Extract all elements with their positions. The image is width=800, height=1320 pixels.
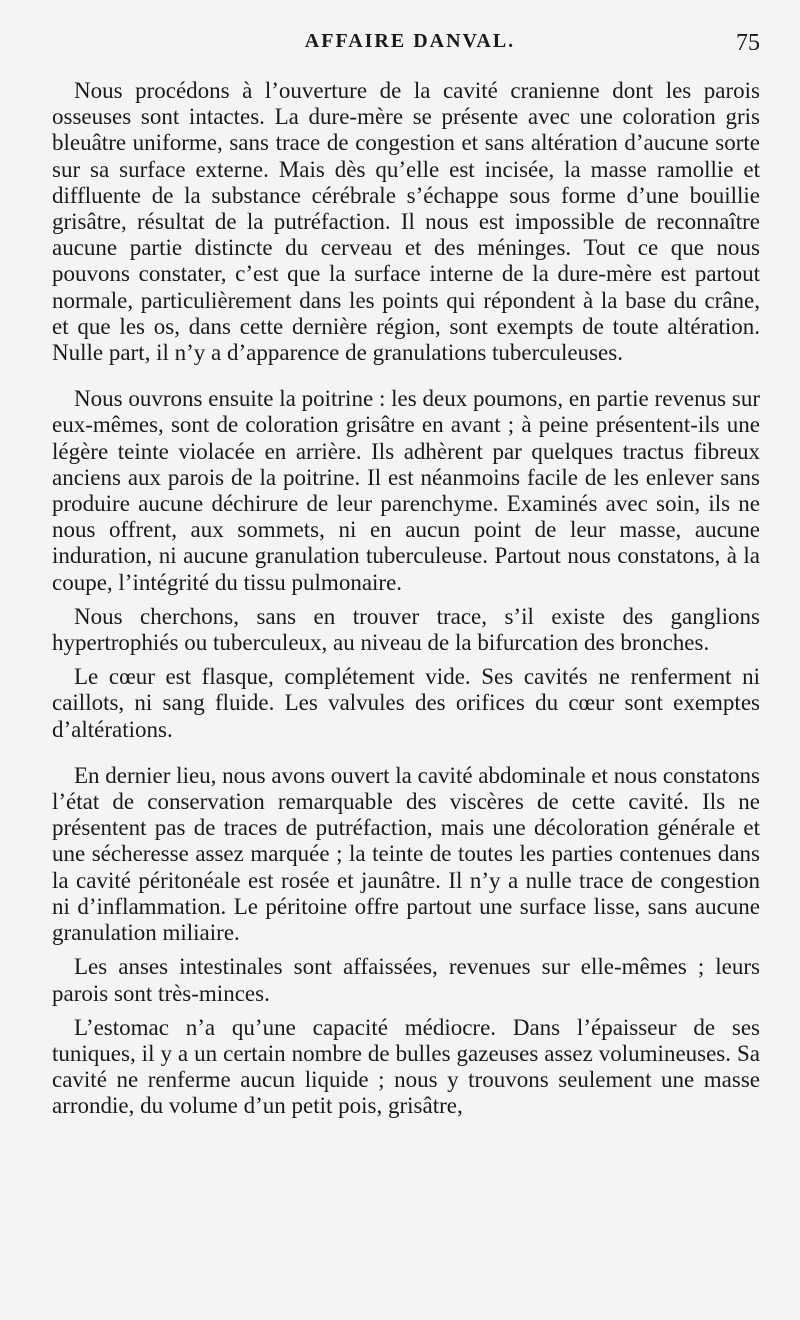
running-head: AFFAIRE DANVAL. [304, 30, 516, 52]
page-number: 75 [736, 30, 760, 56]
paragraph-thorax: Nous ouvrons ensuite la poitrine : les deux poumons, en partie revenus sur eux-mêmes, sont de coloration grisâtre en avant ; à peine présentent-ils une légère teinte violacée en arrière. Ils adhèrent par quelques tractus fibreux anciens aux parois de la poitrine. Il est néanmoins facile de les enlever sans produire aucune déchirure de leur parenchyme. Examinés avec soin, ils ne nous offrent, aux sommets, ni en aucun point de leur masse, aucune induration, ni aucune granulation tuberculeuse. Partout nous constatons, à la coupe, l’intégrité du tissu pulmonaire. [52, 386, 760, 595]
paragraph-intestines: Les anses intestinales sont affaissées, revenues sur elle-mêmes ; leurs parois sont très-minces. [52, 954, 760, 1006]
paragraph-stomach: L’estomac n’a qu’une capacité médiocre. Dans l’épaisseur de ses tuniques, il y a un certain nombre de bulles gazeuses assez volumineuses. Sa cavité ne renferme aucun liquide ; nous y trouvons seulement une masse arrondie, du volume d’un petit pois, grisâtre, [52, 1014, 760, 1119]
paragraph-bronchi: Nous cherchons, sans en trouver trace, s’il existe des ganglions hypertrophiés ou tuberculeux, au niveau de la bifurcation des bronches. [52, 603, 760, 656]
paragraph-abdomen: En dernier lieu, nous avons ouvert la cavité abdominale et nous constatons l’état de conservation remarquable des viscères de cette cavité. Ils ne présentent pas de traces de putréfaction, mais une décoloration générale et une sécheresse assez marquée ; la teinte de toutes les parties contenues dans la cavité péritonéale est rosée et jaunâtre. Il n’y a nulle trace de congestion ni d’inflammation. Le péritoine offre partout une surface lisse, sans aucune granulation miliaire. [52, 762, 760, 946]
page-header [60, 30, 760, 64]
paragraph-heart: Le cœur est flasque, complétement vide. Ses cavités ne renferment ni caillots, ni sang fluide. Les valvules des orifices du cœur sont exemptes d’altérations. [52, 664, 760, 742]
page-body [52, 78, 760, 1120]
paragraph-cranial-cavity: Nous procédons à l’ouverture de la cavité cranienne dont les parois osseuses sont intactes. La dure-mère se présente avec une coloration gris bleuâtre uniforme, sans trace de congestion et sans altération d’aucune sorte sur sa surface externe. Mais dès qu’elle est incisée, la masse ramollie et diffluente de la substance cérébrale s’échappe sous forme d’une bouillie grisâtre, résultat de la putréfaction. Il nous est impossible de reconnaître aucune partie distincte du cerveau et des méninges. Tout ce que nous pouvons constater, c’est que la surface interne de la dure-mère est partout normale, particulièrement dans les points qui répondent à la base du crâne, et que les os, dans cette dernière région, sont exempts de toute altération. Nulle part, il n’y a d’apparence de granulations tuberculeuses. [52, 78, 760, 366]
